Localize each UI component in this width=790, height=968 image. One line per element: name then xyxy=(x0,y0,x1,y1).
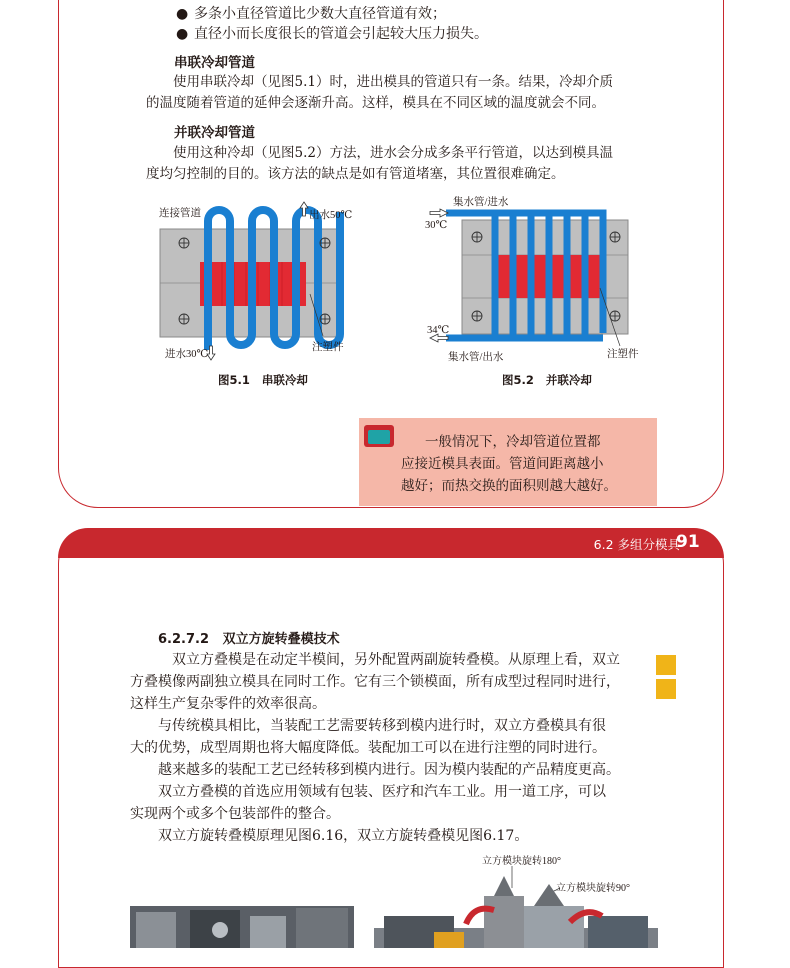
body-line: 大的优势，成型周期也将大幅度降低。装配加工可以在进行注塑的同时进行。 xyxy=(130,740,606,756)
label-molded-part: 注塑件 xyxy=(607,349,639,360)
label-outlet-50c: 出水50℃ xyxy=(309,210,353,221)
note-text-line: 应接近模具表面。管道间距离越小 xyxy=(401,456,604,472)
page-number: 91 xyxy=(676,532,700,552)
diagram-stack-mold xyxy=(374,866,658,948)
body-line: 双立方叠模是在动定半模间，另外配置两副旋转叠模。从原理上看，双立 xyxy=(172,652,620,668)
body-line: 双立方叠模的首选应用领域有包装、医疗和汽车工业。用一道工序，可以 xyxy=(158,784,606,800)
chapter-tab-marker xyxy=(656,655,676,675)
bullet-item: ● 直径小而长度很长的管道会引起较大压力损失。 xyxy=(176,26,488,42)
label-inlet-header: 集水管/进水 xyxy=(453,197,509,208)
book-icon-inner xyxy=(368,430,390,444)
label-inlet-30c: 进水30℃ xyxy=(165,349,209,360)
bullet-icon: ● xyxy=(176,26,189,42)
label-rotate-90: 立方模块旋转90° xyxy=(556,883,630,894)
figure-caption: 图5.1 串联冷却 xyxy=(218,373,308,387)
photo-stack-mold xyxy=(130,906,354,948)
paragraph-series: 使用串联冷却（见图5.1）时，进出模具的管道只有一条。结果，冷却介质 的温度随着管道的延伸会逐渐升高。这样，模具在不同区域的温度就会不同。 xyxy=(146,74,613,111)
body-line: 越来越多的装配工艺已经转移到模内进行。因为模内装配的产品精度更高。 xyxy=(158,762,620,778)
body-line: 与传统模具相比，当装配工艺需要转移到模内进行时，双立方叠模具有很 xyxy=(158,718,606,734)
body-line: 双立方旋转叠模原理见图6.16，双立方旋转叠模见图6.17。 xyxy=(158,828,529,844)
body-line: 方叠模像两副独立模具在同时工作。它有三个锁模面，所有成型过程同时进行， xyxy=(130,674,620,690)
label-34c: 34℃ xyxy=(427,325,450,336)
bullet-item: ● 多条小直径管道比少数大直径管道有效； xyxy=(176,6,446,22)
body-line: 实现两个或多个包装部件的整合。 xyxy=(130,806,340,822)
section-heading: 6.2.7.2 双立方旋转叠模技术 xyxy=(158,632,340,647)
note-text-line: 越好；而热交换的面积则越大越好。 xyxy=(401,478,617,494)
label-30c: 30℃ xyxy=(425,220,448,231)
label-outlet-header: 集水管/出水 xyxy=(448,352,504,363)
label-connecting-pipe: 连接管道 xyxy=(159,208,201,219)
running-header-section: 6.2 多组分模具 xyxy=(593,537,680,552)
chapter-tab-marker xyxy=(656,679,676,699)
body-line: 这样生产复杂零件的效率很高。 xyxy=(130,696,326,712)
figure-caption: 图5.2 并联冷却 xyxy=(502,373,592,387)
section-heading-series: 串联冷却管道 xyxy=(174,55,255,71)
bullet-icon: ● xyxy=(176,6,189,22)
label-molded-part: 注塑件 xyxy=(312,342,344,353)
paragraph-parallel: 使用这种冷却（见图5.2）方法，进水会分成多条平行管道，以达到模具温 度均匀控制的目的。该方法的缺点是如有管道堵塞，其位置很难确定。 xyxy=(146,145,613,182)
note-text-line: 一般情况下，冷却管道位置都 xyxy=(425,434,601,450)
section-heading-parallel: 并联冷却管道 xyxy=(174,125,255,141)
label-rotate-180: 立方模块旋转180° xyxy=(482,856,561,867)
figure-parallel-cooling xyxy=(420,196,650,362)
